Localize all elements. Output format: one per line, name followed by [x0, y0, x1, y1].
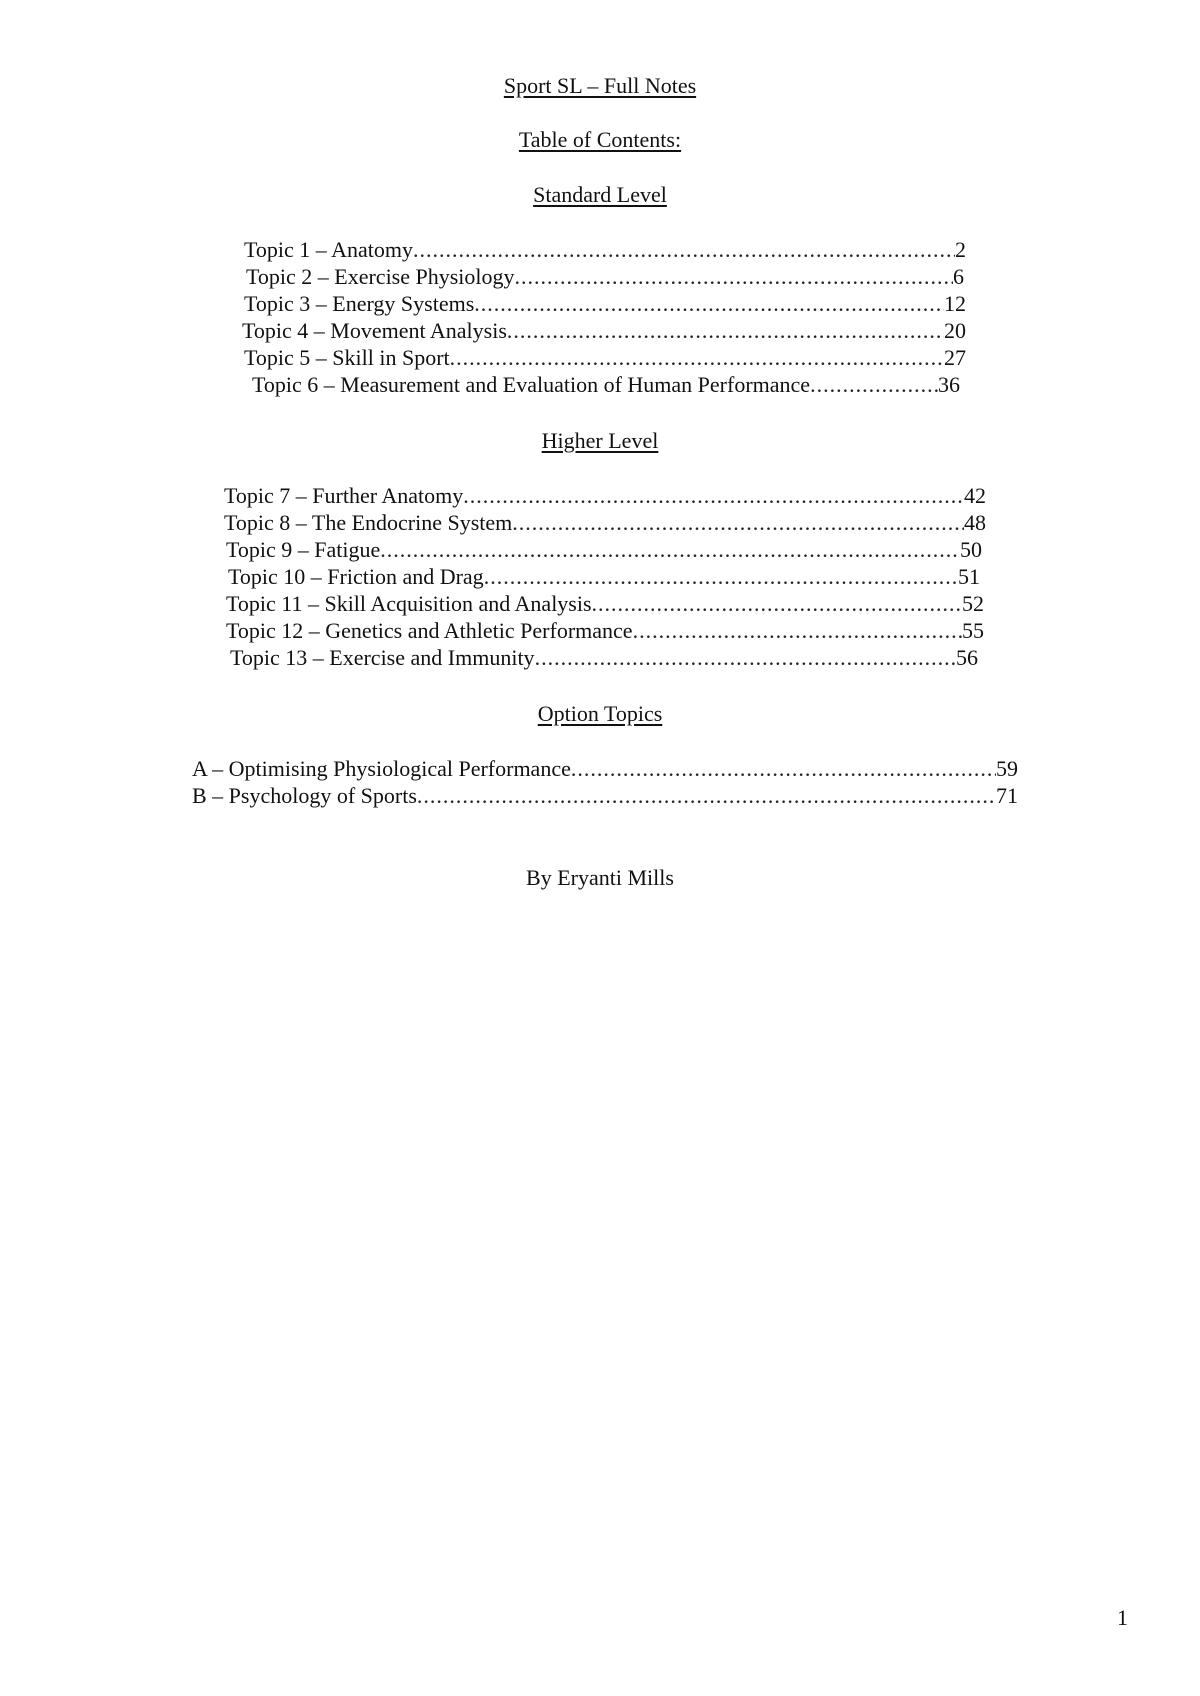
- toc-entry-page: 50: [960, 537, 982, 562]
- toc-entry: [224, 509, 986, 536]
- toc-entry-page: 51: [958, 564, 980, 589]
- toc-entry-label: Topic 13 – Exercise and Immunity: [230, 645, 535, 670]
- toc-entry: [244, 344, 966, 371]
- toc-entry-label: Topic 10 – Friction and Drag: [228, 564, 484, 589]
- toc-entry-label: A – Optimising Physiological Performance: [192, 756, 571, 781]
- dot-leader: [450, 344, 944, 371]
- toc-entry: [244, 290, 966, 317]
- toc-entry-page: 59: [996, 756, 1018, 781]
- toc-entry-page: 42: [964, 483, 986, 508]
- toc-entry-page: 56: [956, 645, 978, 670]
- dot-leader: [515, 263, 953, 290]
- toc-entry: [192, 755, 1018, 782]
- toc-entry-page: 55: [962, 618, 984, 643]
- toc-entry-label: Topic 1 – Anatomy: [244, 237, 413, 262]
- toc-entry-label: Topic 4 – Movement Analysis: [242, 318, 507, 343]
- dot-leader: [413, 236, 955, 263]
- toc-entry: [242, 317, 966, 344]
- toc-entry: [244, 236, 966, 263]
- toc-entry-label: B – Psychology of Sports: [192, 783, 417, 808]
- toc-entry: [252, 371, 960, 398]
- toc-entry-page: 6: [953, 264, 964, 289]
- dot-leader: [484, 563, 958, 590]
- toc-entry: [226, 617, 984, 644]
- page-number: 1: [1117, 1605, 1128, 1630]
- toc-entry-page: 36: [938, 372, 960, 397]
- toc-entry-label: Topic 2 – Exercise Physiology: [246, 264, 515, 289]
- higher-level-heading: Higher Level: [541, 428, 659, 453]
- dot-leader: [417, 782, 996, 809]
- author-line: By Eryanti Mills: [526, 865, 674, 890]
- toc-entry-label: Topic 5 – Skill in Sport: [244, 345, 450, 370]
- dot-leader: [380, 536, 960, 563]
- toc-heading: Table of Contents:: [518, 127, 682, 152]
- dot-leader: [512, 509, 964, 536]
- toc-entry-label: Topic 12 – Genetics and Athletic Performance: [226, 618, 633, 643]
- toc-entry-label: Topic 6 – Measurement and Evaluation of Human Performance: [252, 372, 811, 397]
- dot-leader: [810, 371, 938, 398]
- toc-entry: [228, 563, 980, 590]
- toc-entry-page: 20: [944, 318, 966, 343]
- toc-entry-label: Topic 11 – Skill Acquisition and Analysis: [226, 591, 592, 616]
- toc-entry: [246, 263, 964, 290]
- toc-entry: [192, 782, 1018, 809]
- toc-entry-page: 71: [996, 783, 1018, 808]
- dot-leader: [633, 617, 962, 644]
- toc-entry-label: Topic 3 – Energy Systems: [244, 291, 475, 316]
- toc-entry-label: Topic 8 – The Endocrine System: [224, 510, 513, 535]
- dot-leader: [535, 644, 956, 671]
- dot-leader: [571, 755, 996, 782]
- dot-leader: [474, 290, 944, 317]
- document-title: Sport SL – Full Notes: [503, 73, 697, 98]
- option-topics-heading: Option Topics: [537, 701, 663, 726]
- toc-entry-label: Topic 9 – Fatigue: [226, 537, 381, 562]
- toc-entry: [226, 536, 982, 563]
- toc-entry-page: 52: [962, 591, 984, 616]
- toc-entry-label: Topic 7 – Further Anatomy: [224, 483, 464, 508]
- toc-entry-page: 27: [944, 345, 966, 370]
- toc-entry: [226, 590, 984, 617]
- toc-entry-page: 2: [955, 237, 966, 262]
- toc-entry-page: 48: [964, 510, 986, 535]
- toc-entry: [230, 644, 978, 671]
- dot-leader: [592, 590, 962, 617]
- standard-level-heading: Standard Level: [533, 182, 667, 207]
- toc-entry: [224, 482, 986, 509]
- dot-leader: [507, 317, 944, 344]
- dot-leader: [463, 482, 964, 509]
- toc-entry-page: 12: [944, 291, 966, 316]
